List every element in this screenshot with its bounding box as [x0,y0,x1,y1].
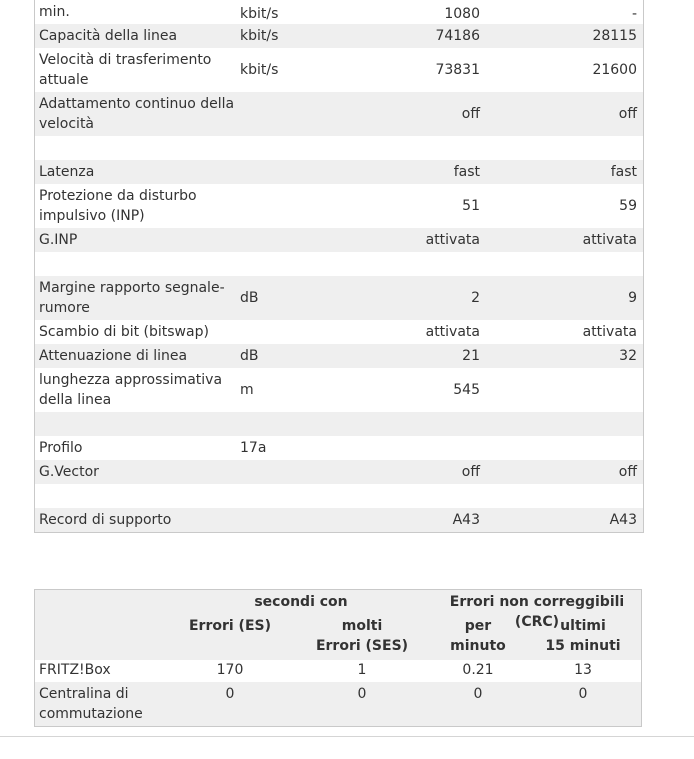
row-value-downstream: off [461,464,480,480]
table-row [35,136,643,160]
row-label: Adattamento continuo della velocità [39,96,235,132]
row-value-upstream: 28115 [592,28,637,44]
row-value-upstream: 32 [619,348,637,364]
row-value-downstream: off [461,106,480,122]
row-value-downstream: fast [453,164,480,180]
table-row [35,92,643,136]
row-value-downstream: 21 [462,348,480,364]
table-row [35,344,643,368]
table-row [35,436,643,460]
row-value-downstream: attivata [425,324,480,340]
fritzbox-es: 170 [216,662,244,678]
table-row [35,184,643,228]
row-value-upstream: attivata [582,324,637,340]
header-last15-line1: ultimi [560,618,606,634]
row-label: Latenza [39,164,95,180]
row-label: Profilo [39,440,83,456]
row-unit: 17a [240,440,267,456]
row-value-upstream: 9 [628,290,637,306]
row-label: Attenuazione di linea [39,348,188,364]
fritzbox-per-minute: 0.21 [462,662,494,678]
row-value-upstream: A43 [609,512,637,528]
fritzbox-last15: 13 [574,662,592,678]
row-value-upstream: fast [610,164,637,180]
row-value-downstream: 51 [462,198,480,214]
table-row [35,24,643,48]
row-label: Capacità della linea [39,28,178,44]
line-info-table [34,0,644,533]
header-crc-errors: Errori non correggibili (CRC) [449,594,625,630]
row-value-downstream: 2 [471,290,480,306]
row-label-fritzbox: FRITZ!Box [39,662,111,678]
table-row [35,160,643,184]
row-label: Record di supporto [39,512,172,528]
row-label: Scambio di bit (bitswap) [39,324,209,340]
row-unit: dB [240,290,259,306]
row-value-upstream: 21600 [592,62,637,78]
row-label: Velocità di trasferimento attuale [39,52,212,88]
header-per-minute-line1: per [464,618,492,634]
row-value-upstream: off [618,106,637,122]
row-value-upstream: - [631,6,637,22]
row-label: G.Vector [39,464,99,480]
row-label: G.INP [39,232,78,248]
header-seconds-with: secondi con [254,594,348,610]
row-label: Protezione da disturbo impulsivo (INP) [39,188,197,224]
row-value-downstream: attivata [425,232,480,248]
exchange-per-minute: 0 [473,686,483,702]
row-unit: kbit/s [240,62,279,78]
row-label: lunghezza approssimativa della linea [39,372,223,408]
table-row [35,0,643,24]
row-value-downstream: 73831 [435,62,480,78]
table-row [35,252,643,276]
error-stats-table [34,589,642,727]
table-row [35,412,643,436]
header-ses-line2: Errori (SES) [315,638,409,654]
row-value-downstream: A43 [452,512,480,528]
table-row [35,228,643,252]
row-unit: kbit/s [240,6,279,22]
row-unit: m [240,382,254,398]
header-per-minute-line2: minuto [450,638,506,654]
table-row [35,460,643,484]
table-row [35,276,643,320]
fritzbox-ses: 1 [357,662,367,678]
row-label: Margine rapporto segnale-rumore [39,280,225,316]
table-row [35,508,643,532]
table-row [35,320,643,344]
header-es: Errori (ES) [188,618,271,634]
row-unit: dB [240,348,259,364]
row-value-upstream: off [618,464,637,480]
row-value-downstream: 545 [453,382,480,398]
row-value-downstream: 1080 [444,6,480,22]
row-value-upstream: attivata [582,232,637,248]
row-label: min. [39,4,70,20]
header-last15-line2: 15 minuti [545,638,621,654]
exchange-last15: 0 [578,686,588,702]
table-row [35,368,643,412]
row-value-downstream: 74186 [435,28,480,44]
row-value-upstream: 59 [619,198,637,214]
exchange-ses: 0 [357,686,367,702]
table-row [35,484,643,508]
row-unit: kbit/s [240,28,279,44]
row-label-exchange: Centralina di commutazione [39,686,143,722]
footer-divider [0,736,694,737]
exchange-es: 0 [225,686,235,702]
header-ses-line1: molti [341,618,383,634]
table-row [35,48,643,92]
